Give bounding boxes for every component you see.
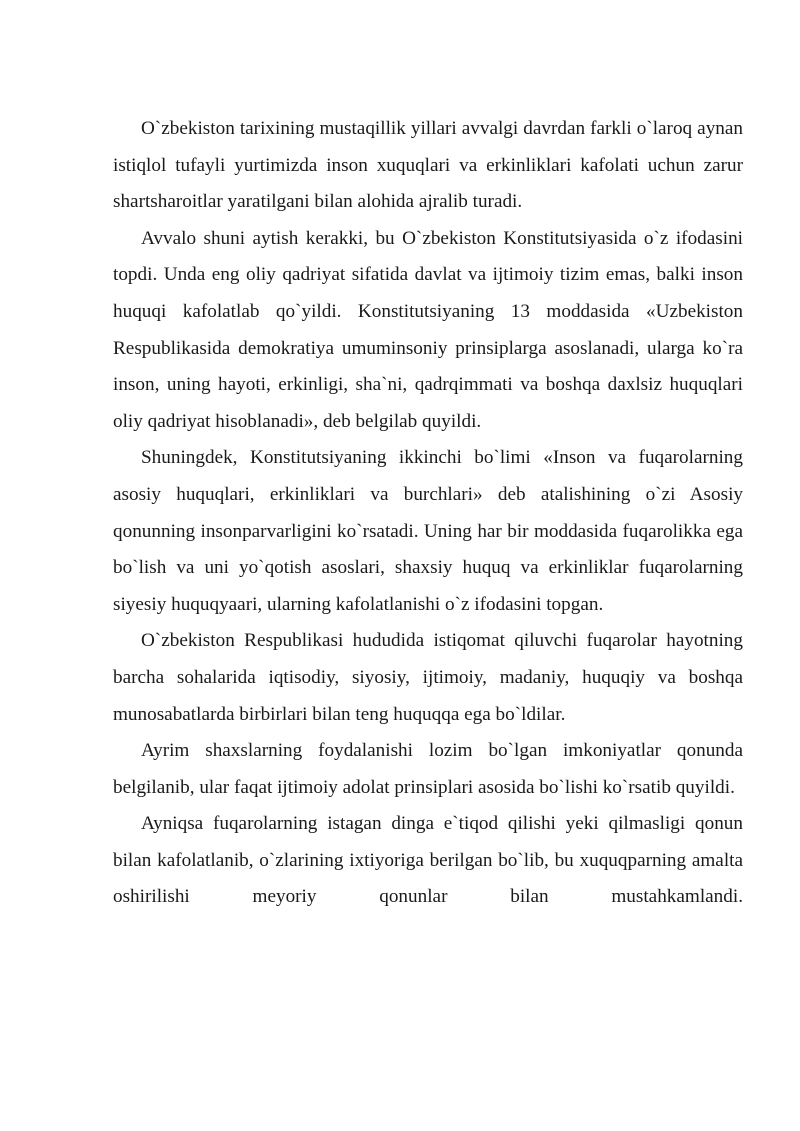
paragraph-constitution-article-13: Avvalo shuni aytish kerakki, bu O`zbekiston Konstitutsiyasida o`z ifodasini topdi. Unda eng oliy qadriyat sifatida davlat va ijtimoiy tizim emas, balki inson huquqi kafolatlab qo`yildi. Konstitutsiyaning 13 moddasida «Uzbekiston Respublikasida demokratiya umuminsoniy prinsiplarga asoslanadi, ularga ko`ra inson, uning hayoti, erkinligi, sha`ni, qadrqimmati va boshqa daxlsiz huquqlari oliy qadriyat hisoblanadi», deb belgilab quyildi. xyxy=(113,227,743,432)
paragraph-freedom-of-religion: Ayniqsa fuqarolarning istagan dinga e`tiqod qilishi yeki qilmasligi qonun bilan kafolatlanib, o`zlarining ixtiyoriga berilgan bo`lib, bu xuquqparning amalta oshirilishi meyoriy qonunlar bilan mustahkamlandi. xyxy=(113,813,743,908)
paragraph-social-justice: Ayrim shaxslarning foydalanishi lozim bo`lgan imkoniyatlar qonunda belgilanib, ular faqat ijtimoiy adolat prinsiplari asosida bo`lishi ko`rsatib quyildi. xyxy=(113,740,743,798)
paragraph-independence-era: O`zbekiston tarixining mustaqillik yillari avvalgi davrdan farkli o`laroq aynan istiqlol tufayli yurtimizda inson xuquqlari va erkinliklari kafolati uchun zarur shartsharoitlar yaratilgani bilan alohida ajralib turadi. xyxy=(113,118,743,213)
paragraph-equal-rights: O`zbekiston Respublikasi hududida istiqomat qiluvchi fuqarolar hayotning barcha sohalarida iqtisodiy, siyosiy, ijtimoiy, madaniy, huquqiy va boshqa munosabatlarda birbirlari bilan teng huquqqa ega bo`ldilar. xyxy=(113,630,743,725)
document-page xyxy=(113,111,743,916)
paragraph-constitution-section-two: Shuningdek, Konstitutsiyaning ikkinchi bo`limi «Inson va fuqarolarning asosiy huquqlari, erkinliklari va burchlari» deb atalishining o`zi Asosiy qonunning insonparvarligini ko`rsatadi. Uning har bir moddasida fuqarolikka ega bo`lish va uni yo`qotish asoslari, shaxsiy huquq va erkinliklar fuqarolarning siyesiy huquqyaari, ularning kafolatlanishi o`z ifodasini topgan. xyxy=(113,447,743,615)
